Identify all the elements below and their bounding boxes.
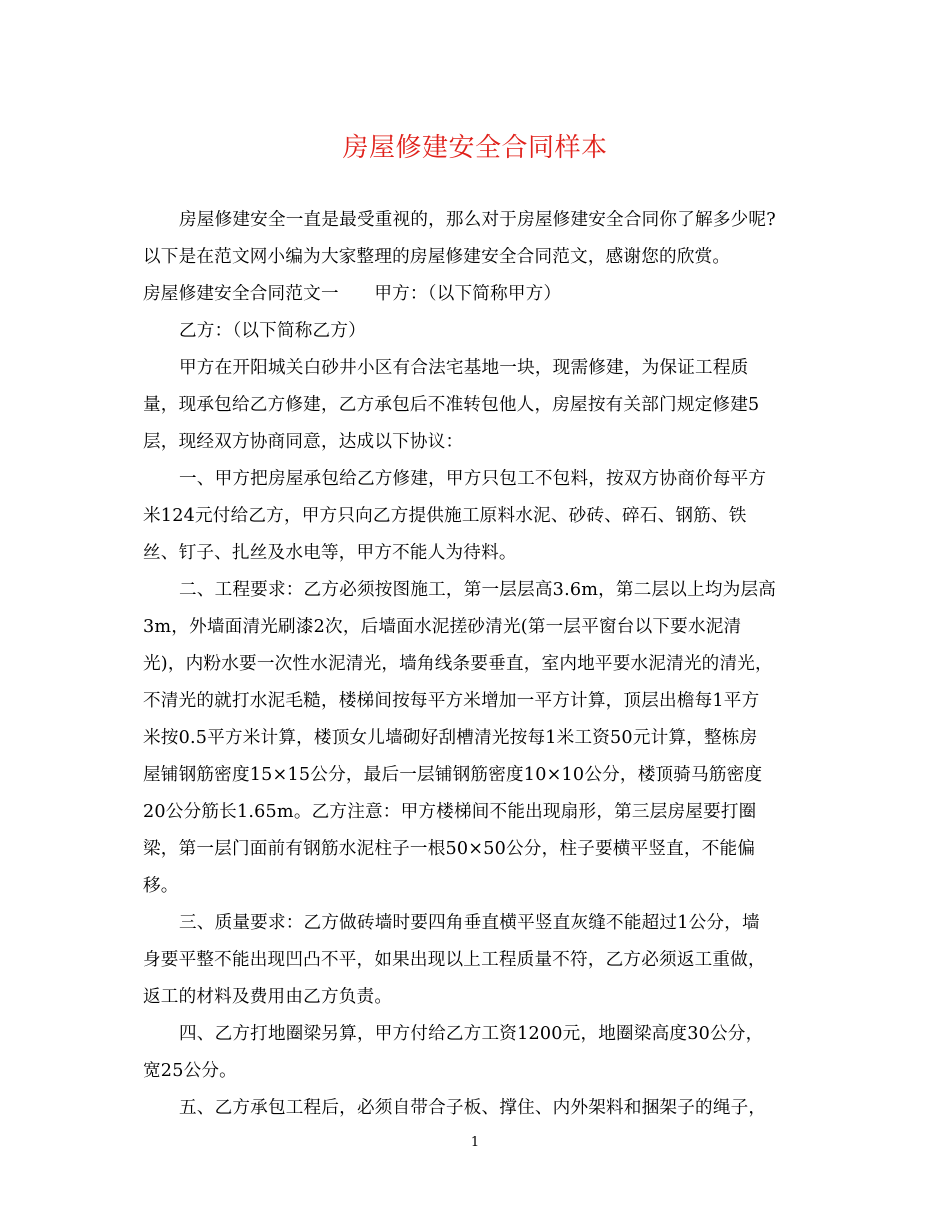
text-line: 身要平整不能出现凹凸不平，如果出现以上工程质量不符，乙方必须返工重做，: [143, 950, 766, 970]
text-line: 四、乙方打地圈梁另算，甲方付给乙方工资1200元，地圈梁高度30公分，: [179, 1024, 764, 1044]
text-line: 3m，外墙面清光刷漆2次，后墙面水泥搓砂清光(第一层平窗台以下要水泥清: [143, 617, 742, 637]
page-number: 1: [470, 1135, 480, 1150]
text-line: 返工的材料及费用由乙方负责。: [143, 987, 393, 1007]
text-line: 层，现经双方协商同意，达成以下协议：: [143, 432, 464, 452]
text-line: 屋铺钢筋密度15×15公分，最后一层铺钢筋密度10×10公分，楼顶骑马筋密度: [143, 765, 763, 785]
text-line: 房屋修建安全一直是最受重视的，那么对于房屋修建安全合同你了解多少呢?: [179, 210, 776, 230]
text-line: 丝、钉子、扎丝及水电等，甲方不能人为待料。: [143, 543, 517, 563]
text-line: 宽25公分。: [143, 1061, 237, 1081]
text-line: 乙方：（以下简称乙方）: [179, 321, 366, 341]
text-line: 房屋修建安全合同范文一 甲方：（以下简称甲方）: [143, 284, 562, 304]
document-title: 房屋修建安全合同样本: [342, 133, 608, 163]
text-line: 光)，内粉水要一次性水泥清光，墙角线条要垂直，室内地平要水泥清光的清光，: [143, 654, 773, 674]
text-line: 五、乙方承包工程后，必须自带合子板、撑住、内外架料和捆架子的绳子，: [179, 1098, 767, 1118]
text-line: 二、工程要求：乙方必须按图施工，第一层层高3.6m，第二层以上均为层高: [179, 580, 777, 600]
text-line: 梁，第一层门面前有钢筋水泥柱子一根50×50公分，柱子要横平竖直，不能偏: [143, 839, 756, 859]
text-line: 三、质量要求：乙方做砖墙时要四角垂直横平竖直灰缝不能超过1公分，墙: [179, 913, 760, 933]
text-line: 量，现承包给乙方修建，乙方承包后不准转包他人，房屋按有关部门规定修建5: [143, 395, 760, 415]
text-line: 不清光的就打水泥毛糙，楼梯间按每平方米增加一平方计算，顶层出檐每1平方: [143, 691, 760, 711]
text-line: 以下是在范文网小编为大家整理的房屋修建安全合同范文，感谢您的欣赏。: [143, 247, 731, 267]
text-line: 米124元付给乙方，甲方只向乙方提供施工原料水泥、砂砖、碎石、钢筋、铁: [143, 506, 747, 526]
text-line: 米按0.5平方米计算，楼顶女儿墙砌好刮槽清光按每1米工资50元计算，整栋房: [143, 728, 758, 748]
text-line: 移。: [143, 876, 179, 896]
text-line: 一、甲方把房屋承包给乙方修建，甲方只包工不包料，按双方协商价每平方: [179, 469, 767, 489]
text-line: 甲方在开阳城关白砂井小区有合法宅基地一块，现需修建，为保证工程质: [179, 358, 749, 378]
text-line: 20公分筋长1.65m。乙方注意：甲方楼梯间不能出现扇形，第三层房屋要打圈: [143, 802, 757, 822]
